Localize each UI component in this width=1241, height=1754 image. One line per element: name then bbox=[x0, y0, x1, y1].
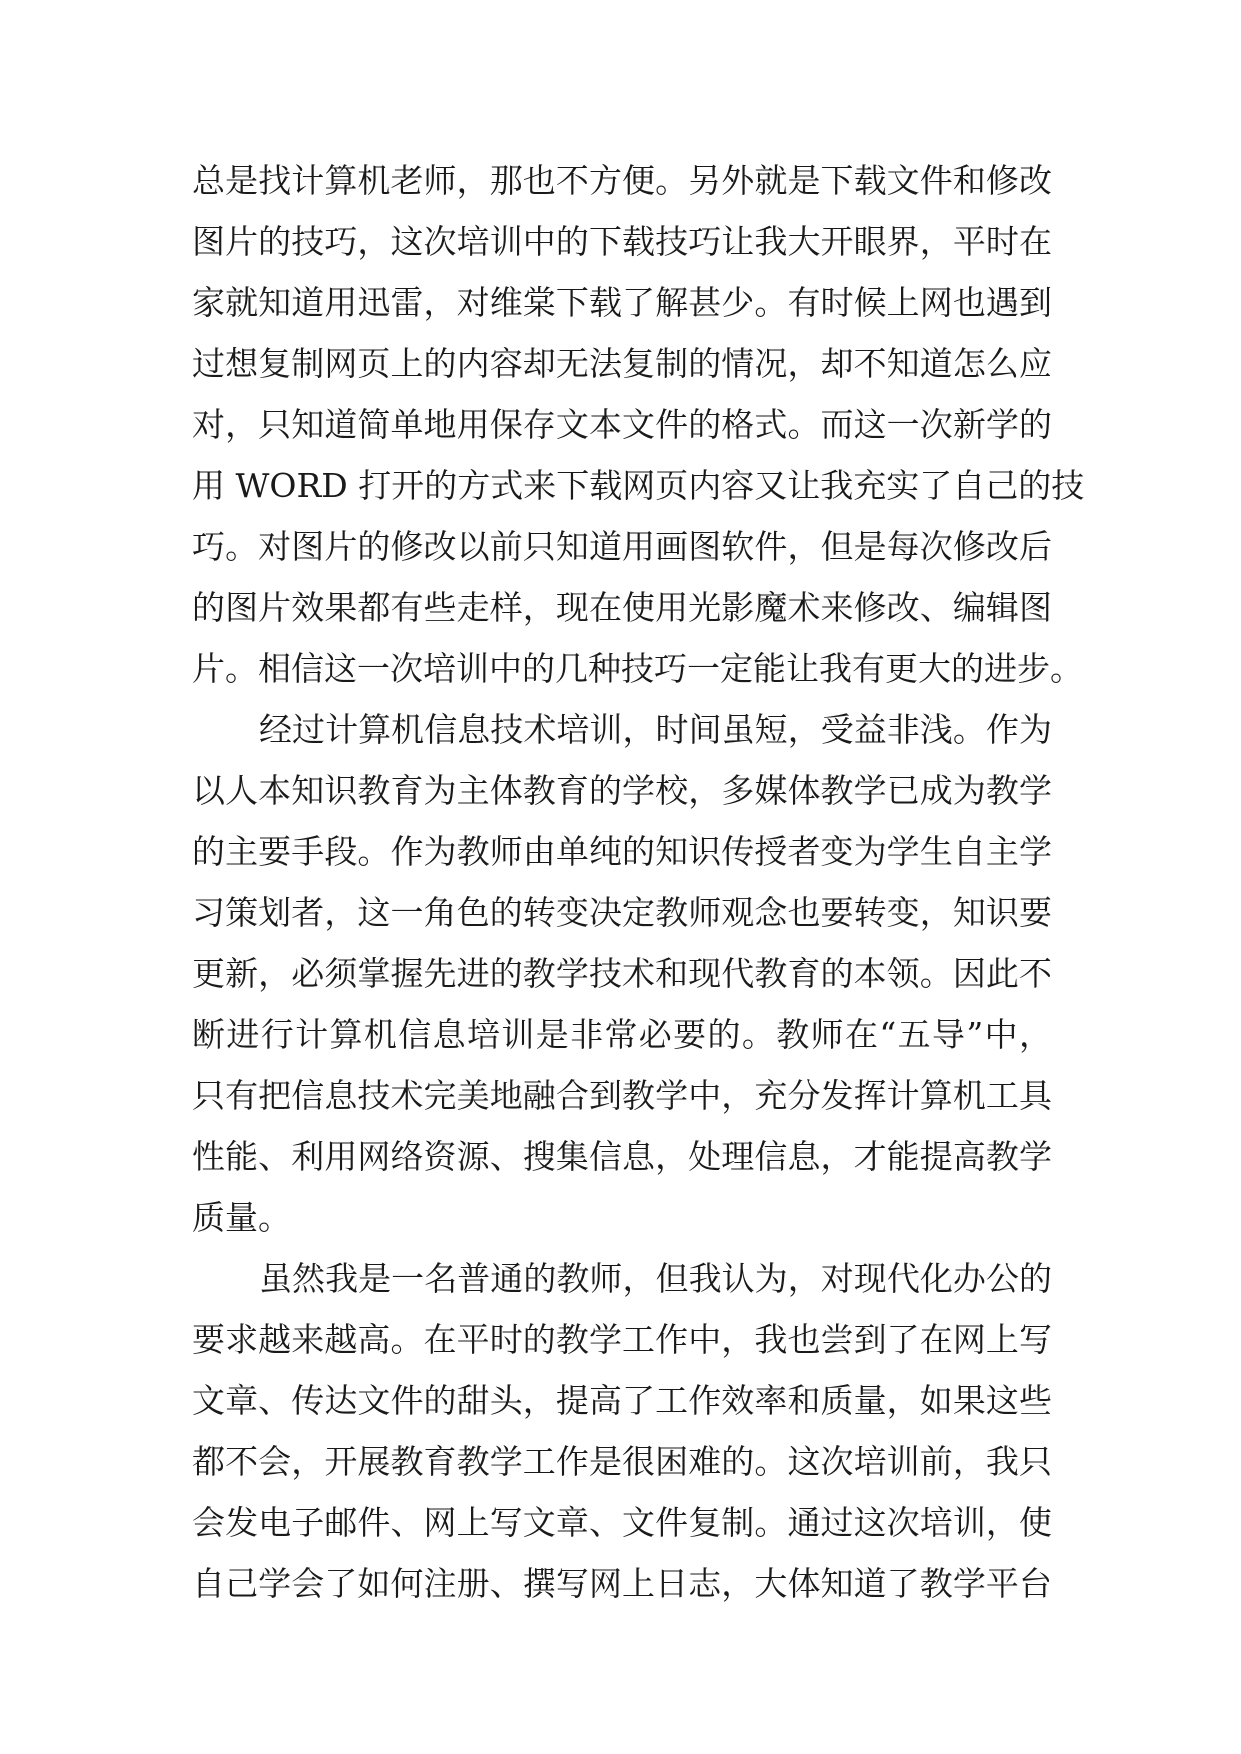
paragraph-2 bbox=[192, 699, 1052, 1248]
text-line: 自己学会了如何注册、撰写网上日志，大体知道了教学平台 bbox=[192, 1564, 1052, 1603]
text-line: 过想复制网页上的内容却无法复制的情况，却不知道怎么应 bbox=[192, 344, 1052, 383]
paragraph-3 bbox=[192, 1248, 1052, 1614]
text-line: 片。相信这一次培训中的几种技巧一定能让我有更大的进步。 bbox=[192, 649, 1083, 688]
text-line: 文章、传达文件的甜头，提高了工作效率和质量，如果这些 bbox=[192, 1381, 1052, 1420]
text-line: 的图片效果都有些走样，现在使用光影魔术来修改、编辑图 bbox=[192, 588, 1052, 627]
text-line: 要求越来越高。在平时的教学工作中，我也尝到了在网上写 bbox=[192, 1320, 1052, 1359]
text-line: 断进行计算机信息培训是非常必要的。教师在“五导”中， bbox=[192, 1015, 1052, 1054]
text-line: 以人本知识教育为主体教育的学校，多媒体教学已成为教学 bbox=[192, 771, 1052, 810]
text-line: 都不会，开展教育教学工作是很困难的。这次培训前，我只 bbox=[192, 1442, 1052, 1481]
text-line: 质量。 bbox=[192, 1198, 291, 1237]
text-line: 的主要手段。作为教师由单纯的知识传授者变为学生自主学 bbox=[192, 832, 1052, 871]
text-line: 只有把信息技术完美地融合到教学中，充分发挥计算机工具 bbox=[192, 1076, 1052, 1115]
text-line: 对，只知道简单地用保存文本文件的格式。而这一次新学的 bbox=[192, 405, 1052, 444]
text-line: 经过计算机信息技术培训，时间虽短，受益非浅。作为 bbox=[259, 710, 1052, 749]
text-line: 更新，必须掌握先进的教学技术和现代教育的本领。因此不 bbox=[192, 954, 1052, 993]
text-line: 总是找计算机老师，那也不方便。另外就是下载文件和修改 bbox=[192, 161, 1052, 200]
text-line: 图片的技巧，这次培训中的下载技巧让我大开眼界，平时在 bbox=[192, 222, 1052, 261]
text-line: 巧。对图片的修改以前只知道用画图软件，但是每次修改后 bbox=[192, 527, 1052, 566]
text-line: 虽然我是一名普通的教师，但我认为，对现代化办公的 bbox=[259, 1259, 1052, 1298]
document-page bbox=[192, 150, 1085, 1614]
text-line: 会发电子邮件、网上写文章、文件复制。通过这次培训，使 bbox=[192, 1503, 1052, 1542]
text-line: 习策划者，这一角色的转变决定教师观念也要转变，知识要 bbox=[192, 893, 1052, 932]
text-line: 用 WORD 打开的方式来下载网页内容又让我充实了自己的技 bbox=[192, 466, 1085, 505]
paragraph-1 bbox=[192, 150, 1085, 699]
text-line: 性能、利用网络资源、搜集信息，处理信息，才能提高教学 bbox=[192, 1137, 1052, 1176]
text-line: 家就知道用迅雷，对维棠下载了解甚少。有时候上网也遇到 bbox=[192, 283, 1052, 322]
